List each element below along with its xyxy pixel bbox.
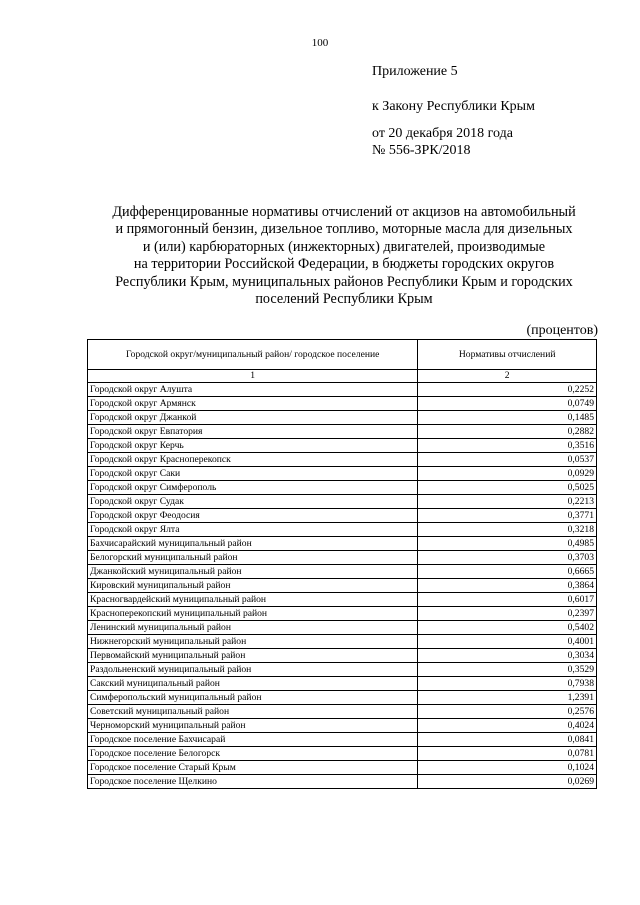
norm-value: 0,3516 xyxy=(418,439,597,453)
table-row xyxy=(88,509,597,523)
norm-value: 0,4985 xyxy=(418,537,597,551)
territory-name: Нижнегорский муниципальный район xyxy=(88,635,418,649)
column-number: 2 xyxy=(418,370,597,383)
norm-value: 0,2252 xyxy=(418,383,597,397)
column-number: 1 xyxy=(88,370,418,383)
appendix-date: от 20 декабря 2018 года xyxy=(372,126,513,141)
table-row xyxy=(88,775,597,789)
norm-value: 0,0537 xyxy=(418,453,597,467)
table-row xyxy=(88,705,597,719)
territory-name: Городское поселение Бахчисарай xyxy=(88,733,418,747)
territory-name: Городской округ Керчь xyxy=(88,439,418,453)
table-row xyxy=(88,593,597,607)
norm-value: 0,3864 xyxy=(418,579,597,593)
document-title-line: Республики Крым, муниципальных районов Республики Крым и городских xyxy=(115,273,573,290)
table-row xyxy=(88,551,597,565)
table-row xyxy=(88,579,597,593)
territory-name: Симферопольский муниципальный район xyxy=(88,691,418,705)
norm-value: 0,1485 xyxy=(418,411,597,425)
document-title-line: на территории Российской Федерации, в бюджеты городских округов xyxy=(133,256,555,273)
norm-value: 0,2397 xyxy=(418,607,597,621)
norm-value: 0,0269 xyxy=(418,775,597,789)
norm-value: 0,5402 xyxy=(418,621,597,635)
table-row xyxy=(88,397,597,411)
table-row xyxy=(88,537,597,551)
territory-name: Ленинский муниципальный район xyxy=(88,621,418,635)
territory-name: Городское поселение Старый Крым xyxy=(88,761,418,775)
column-header-territory: Городской округ/муниципальный район/ городское поселение xyxy=(88,340,418,370)
norm-value: 0,2576 xyxy=(418,705,597,719)
document-title-line: и прямогонный бензин, дизельное топливо, моторные масла для дизельных xyxy=(115,221,573,238)
territory-name: Городской округ Джанкой xyxy=(88,411,418,425)
table-row xyxy=(88,719,597,733)
territory-name: Белогорский муниципальный район xyxy=(88,551,418,565)
territory-name: Раздольненский муниципальный район xyxy=(88,663,418,677)
norm-value: 0,5025 xyxy=(418,481,597,495)
table-row xyxy=(88,453,597,467)
territory-name: Городской округ Евпатория xyxy=(88,425,418,439)
table-row xyxy=(88,439,597,453)
territory-name: Городской округ Саки xyxy=(88,467,418,481)
unit-note: (процентов) xyxy=(526,323,598,338)
table-row xyxy=(88,733,597,747)
table-row xyxy=(88,747,597,761)
table-row xyxy=(88,621,597,635)
territory-name: Первомайский муниципальный район xyxy=(88,649,418,663)
territory-name: Городской округ Ялта xyxy=(88,523,418,537)
territory-name: Городской округ Судак xyxy=(88,495,418,509)
territory-name: Красногвардейский муниципальный район xyxy=(88,593,418,607)
table-header-row xyxy=(88,340,597,370)
table-row xyxy=(88,467,597,481)
norm-value: 0,3703 xyxy=(418,551,597,565)
table-row xyxy=(88,663,597,677)
territory-name: Городское поселение Щелкино xyxy=(88,775,418,789)
table-row xyxy=(88,481,597,495)
territory-name: Городской округ Алушта xyxy=(88,383,418,397)
column-header-norms: Нормативы отчислений xyxy=(418,340,597,370)
appendix-title: Приложение 5 xyxy=(372,64,458,79)
norm-value: 0,7938 xyxy=(418,677,597,691)
territory-name: Красноперекопский муниципальный район xyxy=(88,607,418,621)
appendix-law: к Закону Республики Крым xyxy=(372,99,535,114)
territory-name: Советский муниципальный район xyxy=(88,705,418,719)
table-row xyxy=(88,607,597,621)
column-number-row xyxy=(88,370,597,383)
appendix-number: № 556-ЗРК/2018 xyxy=(372,143,471,158)
norm-value: 0,0929 xyxy=(418,467,597,481)
table-row xyxy=(88,383,597,397)
norm-value: 0,0841 xyxy=(418,733,597,747)
table-row xyxy=(88,635,597,649)
norm-value: 0,0781 xyxy=(418,747,597,761)
norm-value: 0,2213 xyxy=(418,495,597,509)
norm-value: 0,2882 xyxy=(418,425,597,439)
table-row xyxy=(88,523,597,537)
table-row xyxy=(88,425,597,439)
norm-value: 1,2391 xyxy=(418,691,597,705)
norm-value: 0,0749 xyxy=(418,397,597,411)
norm-value: 0,6017 xyxy=(418,593,597,607)
territory-name: Городской округ Феодосия xyxy=(88,509,418,523)
territory-name: Черноморский муниципальный район xyxy=(88,719,418,733)
document-title xyxy=(80,204,608,308)
table-row xyxy=(88,411,597,425)
territory-name: Сакский муниципальный район xyxy=(88,677,418,691)
document-title-line: поселений Республики Крым xyxy=(255,291,433,308)
document-title-line: Дифференцированные нормативы отчислений от акцизов на автомобильный xyxy=(112,204,576,220)
table-row xyxy=(88,565,597,579)
territory-name: Городское поселение Белогорск xyxy=(88,747,418,761)
norm-value: 0,4001 xyxy=(418,635,597,649)
territory-name: Городской округ Красноперекопск xyxy=(88,453,418,467)
table-row xyxy=(88,677,597,691)
allocation-table xyxy=(87,339,597,789)
table-row xyxy=(88,649,597,663)
norm-value: 0,1024 xyxy=(418,761,597,775)
territory-name: Кировский муниципальный район xyxy=(88,579,418,593)
norm-value: 0,6665 xyxy=(418,565,597,579)
norm-value: 0,3218 xyxy=(418,523,597,537)
territory-name: Городской округ Симферополь xyxy=(88,481,418,495)
territory-name: Бахчисарайский муниципальный район xyxy=(88,537,418,551)
table-body xyxy=(88,383,597,789)
document-title-line: и (или) карбюраторных (инжекторных) двигателей, производимые xyxy=(142,238,546,255)
norm-value: 0,3771 xyxy=(418,509,597,523)
territory-name: Городской округ Армянск xyxy=(88,397,418,411)
norm-value: 0,3034 xyxy=(418,649,597,663)
table-row xyxy=(88,761,597,775)
page-number: 100 xyxy=(311,37,329,49)
territory-name: Джанкойский муниципальный район xyxy=(88,565,418,579)
norm-value: 0,3529 xyxy=(418,663,597,677)
norm-value: 0,4024 xyxy=(418,719,597,733)
table-row xyxy=(88,495,597,509)
table-row xyxy=(88,691,597,705)
